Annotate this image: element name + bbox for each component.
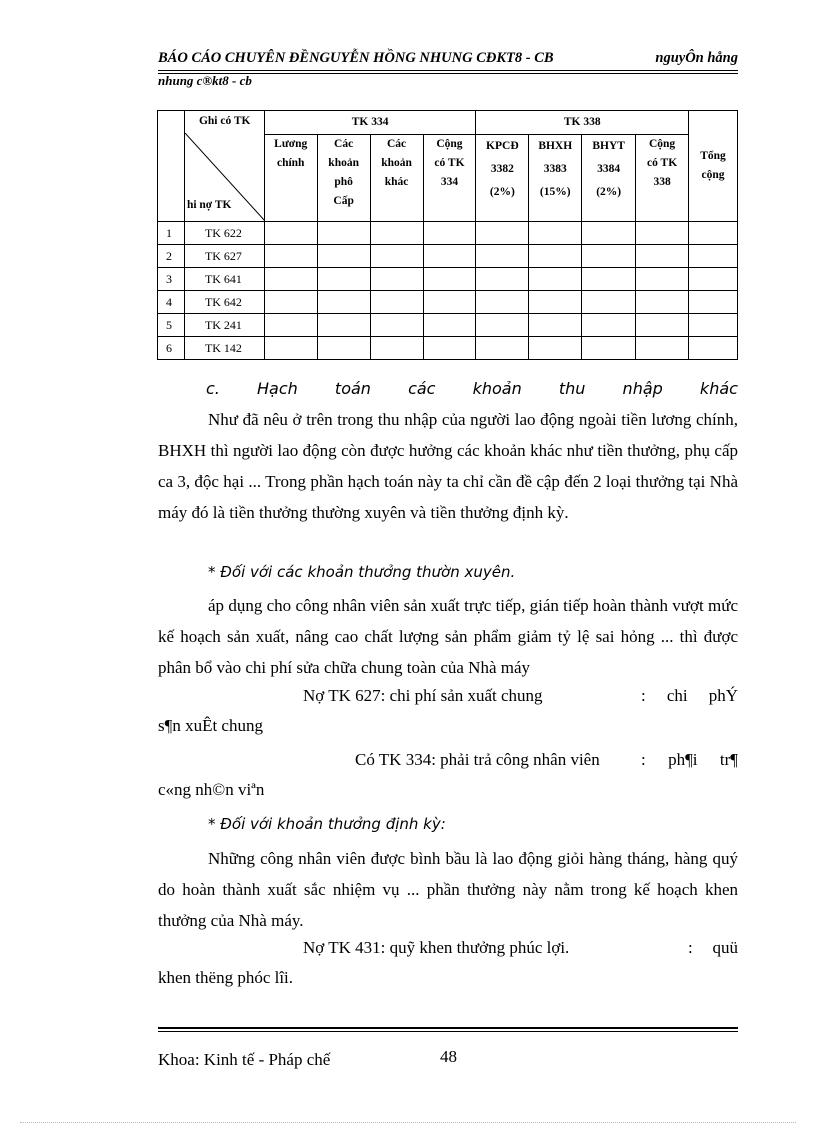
journal-entry-2-cont: c«ng nh©n viªn xyxy=(158,780,265,799)
col-cong-338: Cộng có TK 338 xyxy=(636,135,689,222)
paragraph-2: áp dụng cho công nhân viên sản xuất trực tiếp, gián tiếp hoàn thành vượt mức kế hoạch sản xuất, nâng cao chất lượng sản phẩm giảm tỷ lệ sai hỏng ... thì được phân bổ vào chi phí sửa chữa chung toàn của Nhà máy xyxy=(158,596,738,677)
table-row: 1 TK 622 xyxy=(158,222,738,245)
header-rule xyxy=(158,70,738,71)
subheading-periodic-bonus: * Đối với khoản thưởng định kỳ: xyxy=(208,815,446,833)
paragraph-1: Như đã nêu ở trên trong thu nhập của người lao động ngoài tiền lương chính, BHXH thì người lao động còn được hưởng các khoản khác như tiền thưởng, phụ cấp ca 3, độc hại ... Trong phần hạch toán này ta chỉ cần đề cập đến 2 loại thưởng tại Nhà máy đó là tiền thưởng thường xuyên và tiền thưởng định kỳ. xyxy=(158,410,738,522)
page-header xyxy=(158,50,738,67)
journal-entry-1: Nợ TK 627: chi phí sản xuất chung xyxy=(303,686,543,705)
col-phu-cap: Các khoản phô Cấp xyxy=(317,135,370,222)
header-subtitle: nhung c®kt8 - cb xyxy=(158,73,252,88)
salary-allocation-table xyxy=(157,110,738,360)
stt-header xyxy=(158,111,185,222)
tk338-group-header: TK 338 xyxy=(476,111,689,135)
table-row: 3 TK 641 xyxy=(158,268,738,291)
table-row: 2 TK 627 xyxy=(158,245,738,268)
col-cong-334: Cộng có TK 334 xyxy=(423,135,476,222)
tk334-group-header: TK 334 xyxy=(264,111,476,135)
footer-rule-2 xyxy=(158,1031,738,1032)
journal-entry-1-cont: s¶n xuÊt chung xyxy=(158,716,263,735)
table-row: 5 TK 241 xyxy=(158,314,738,337)
col-khoan-khac: Các khoản khác xyxy=(370,135,423,222)
table-row: 6 TK 142 xyxy=(158,337,738,360)
subheading-regular-bonus: * Đối với các khoản thưởng thườn xuyên. xyxy=(208,563,516,581)
journal-entry-3-tail: : quü xyxy=(688,938,738,957)
header-author: nguyÔn hång xyxy=(655,50,738,66)
col-luong-chinh: Lương chính xyxy=(264,135,317,222)
journal-entry-2-tail: : ph¶i tr¶ xyxy=(641,750,738,769)
ghi-co-label: Ghi có TK xyxy=(198,115,251,127)
journal-entry-2: Có TK 334: phải trả công nhân viên xyxy=(355,750,600,769)
footer-rule xyxy=(158,1027,738,1029)
col-kpcd: KPCĐ 3382 (2%) xyxy=(476,135,529,222)
diagonal-header-cell xyxy=(184,111,264,222)
header-title: BÁO CÁO CHUYÊN ĐỀNGUYỄN HỒNG NHUNG CĐKT8 - CB xyxy=(158,50,554,66)
total-header: Tổng cộng xyxy=(689,111,738,222)
journal-entry-3-cont: khen thëng phóc lîi. xyxy=(158,968,294,987)
page-number: 48 xyxy=(440,1047,457,1066)
col-bhxh: BHXH 3383 (15%) xyxy=(529,135,582,222)
journal-entry-3: Nợ TK 431: quỹ khen thưởng phúc lợi. xyxy=(303,938,570,957)
paragraph-3: Những công nhân viên được bình bầu là lao động giỏi hàng tháng, hàng quý do hoàn thành xuất sắc nhiệm vụ ... phần thưởng này nằm trong kế hoạch khen thưởng của Nhà máy. xyxy=(158,849,738,930)
footer-faculty: Khoa: Kinh tế - Pháp chế xyxy=(158,1050,331,1069)
journal-entry-1-tail: : chi phÝ xyxy=(641,686,738,705)
section-heading-c: c. Hạch toán các khoản thu nhập khác xyxy=(206,379,738,398)
table-row: 4 TK 642 xyxy=(158,291,738,314)
header-rule-2 xyxy=(158,73,738,74)
col-bhyt: BHYT 3384 (2%) xyxy=(582,135,636,222)
ghi-no-label: hi nợ TK xyxy=(186,199,232,211)
